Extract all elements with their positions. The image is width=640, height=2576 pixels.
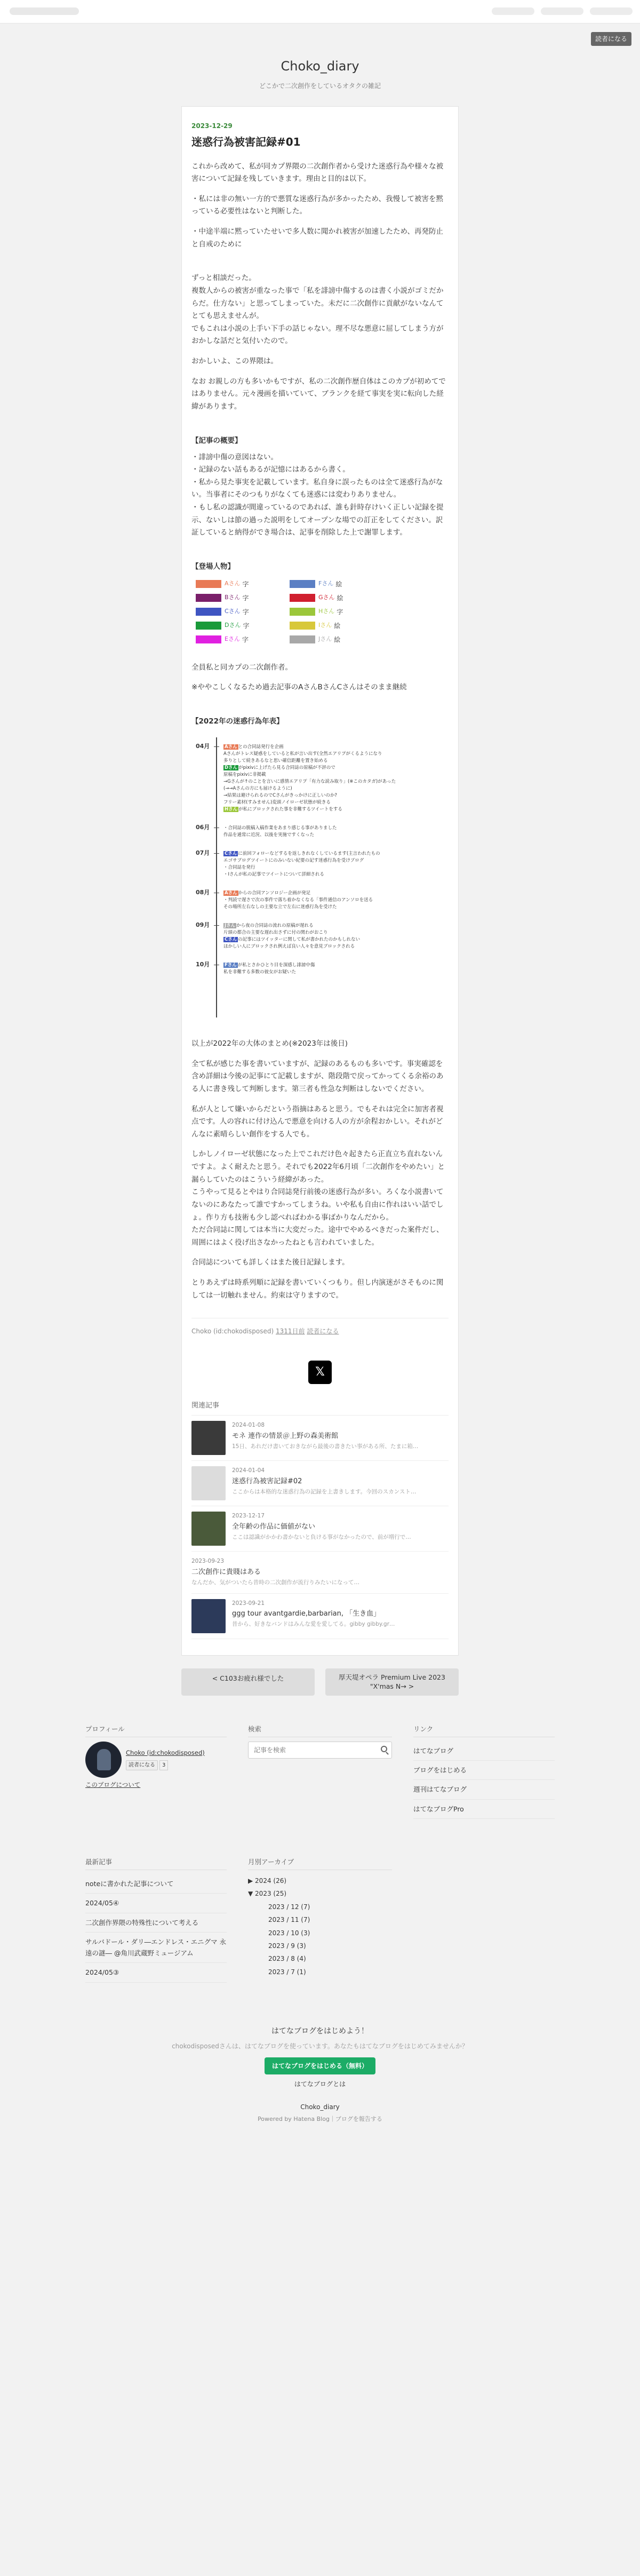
sidebar-link[interactable]: はてなブログ — [413, 1742, 555, 1761]
timeline-event — [223, 765, 447, 771]
character-item — [196, 579, 276, 590]
sidebar-link[interactable]: ブログをはじめる — [413, 1761, 555, 1780]
timeline-tag: Fさん — [225, 963, 237, 968]
nav-placeholder[interactable] — [590, 7, 633, 15]
character-item — [290, 634, 370, 645]
recent-entry-link[interactable]: 二次創作界隈の特殊性について考える — [85, 1913, 227, 1933]
related-date: 2023-09-23 — [191, 1557, 225, 1564]
recent-module — [85, 1856, 227, 1983]
color-swatch — [290, 608, 315, 616]
color-swatch — [290, 594, 315, 602]
color-swatch — [196, 635, 221, 643]
character-label: Cさん — [225, 608, 241, 615]
timeline-text: エゴサブログツイートにのみいない紀要の記す迷惑行為を受けブログ — [223, 858, 364, 864]
timeline-event — [223, 785, 447, 792]
paragraph: これから改めて、私が同カプ界隈の二次創作者から受けた迷惑行為や様々な被害について記録を残していきます。理由と目的は以下。 — [191, 162, 444, 184]
related-title[interactable]: ggg tour avantgardie,barbarian, 「生き血」 — [232, 1610, 381, 1618]
timeline-event — [223, 744, 447, 750]
timeline-text: →結果は避けられるのでCさんがきっかけに正しいのか? — [223, 793, 338, 799]
character-label: Fさん — [318, 580, 334, 587]
timeline-text: 作品を通常に近況、以後を実施ですくなった — [223, 832, 315, 838]
prev-entry-button[interactable]: < C103お疲れ様でした — [181, 1668, 315, 1696]
paragraph: 全て私が感じた事を書いていますが、記録のあるものも多いです。事実確認を含め詳細は今後の記事にて記載しますが、階段階で戻ってかってくる余裕のある人に書き残して判断します。第三者も性急な判断はしないでください。 — [191, 1059, 444, 1093]
profile-module — [85, 1723, 227, 1819]
timeline-text: ほかしい人にブロックされ例えば良い人々を意見ブロックされる — [223, 944, 355, 950]
timeline-event — [223, 923, 447, 929]
related-excerpt: なんだか、気がついたら昔時の二次創作が流行りみたいになって… — [191, 1579, 359, 1586]
timeline-month: 04月 — [196, 743, 210, 750]
timeline-text: に前回フォローなどするを返しきれなくしているます(主言われたもの — [238, 851, 380, 857]
search-module — [248, 1723, 392, 1819]
timeline-event — [223, 806, 447, 813]
module-title: 最新記事 — [85, 1856, 227, 1870]
module-title: 月別アーカイブ — [248, 1856, 392, 1870]
related-thumbnail[interactable] — [191, 1512, 226, 1546]
timeline-month: 09月 — [196, 921, 210, 929]
paragraph: 合同誌についても詳しくはまた後日記録します。 — [191, 1258, 349, 1267]
timeline-text: ・合同誌の脱稿入稿作業をあまり感じる事がありました — [223, 825, 337, 831]
related-excerpt: 15日、あれだけ書いておきながら最後の書きたい事がある所、たまに箱… — [232, 1443, 419, 1450]
section-heading: 【2022年の迷惑行為年表】 — [191, 717, 284, 726]
timeline-text: Aさんがトレス疑惑をしていると私が言い出す(全然エアリプがくるようになり — [223, 751, 382, 757]
timeline-tag: Jさん — [225, 923, 236, 929]
paragraph: ・中途半端に黙っていたせいで多人数に聞かれ被害が加速したため、再発防止と自戒のために — [191, 227, 443, 249]
color-swatch — [290, 635, 315, 643]
archive-month-link[interactable]: 2023 / 8 (4) — [268, 1955, 306, 1963]
color-swatch — [196, 608, 221, 616]
character-role: 字 — [242, 608, 249, 616]
footer-blog-link[interactable]: Choko_diary — [300, 2103, 340, 2111]
module-title: 検索 — [248, 1723, 392, 1737]
paragraph: とりあえずは時系列順に記録を書いていくつもり。但し内演迷がさそものに関しては一切触れません。約束は守りますので。 — [191, 1278, 444, 1300]
timeline-text: フリー素材(すみません)変頭ノイローゼ状態が続きる — [223, 800, 331, 806]
module-title: リンク — [413, 1723, 555, 1737]
post-title[interactable]: 迷惑行為被害記録#01 — [191, 135, 301, 148]
color-swatch — [196, 594, 221, 602]
timeline-text: が私とさかひとり目を深感し誹謗中傷 — [237, 963, 315, 968]
timeline-event — [223, 850, 447, 857]
reader-count: 3 — [159, 1760, 168, 1770]
timeline-tag: Aさん — [225, 744, 237, 750]
timeline-tick — [214, 853, 219, 854]
timeline-chart — [191, 733, 449, 1024]
timeline-text: →Gさんが↑のことを言いに感情エアリプ「有力な読み取り」(※このカタガ)があった — [223, 779, 396, 785]
timeline-event — [223, 969, 447, 975]
character-role: 絵 — [335, 580, 342, 588]
timeline-tag: Cさん — [225, 937, 237, 943]
footer — [0, 2025, 640, 2141]
timeline-text: から夜の合同誌の流れの原稿が遅れる — [236, 923, 314, 929]
archive-month-link[interactable]: 2023 / 7 (1) — [268, 1968, 306, 1976]
archive-month-link[interactable]: 2023 / 12 (7) — [268, 1903, 310, 1911]
character-role: 字 — [337, 608, 343, 616]
footer-subtext: chokodisposedさんは、はてなブログを使っています。あなたもはてなブログをはじめてみませんか？ — [172, 2042, 468, 2050]
reader-button[interactable]: 読者になる — [591, 32, 631, 46]
timeline-event — [223, 943, 447, 950]
timeline-event — [223, 890, 447, 896]
timeline-tag: Dさん — [225, 765, 238, 771]
sidebar-link[interactable]: はてなブログPro — [413, 1800, 555, 1819]
related-excerpt: ここからは本格的な迷惑行為の記録を上書きします。今回のスカンスト… — [232, 1488, 417, 1495]
related-item[interactable] — [191, 1461, 449, 1506]
pager — [181, 1668, 459, 1696]
archive-year-2023[interactable]: ▼ 2023 (25) — [248, 1890, 287, 1898]
timeline-tag: Cさん — [225, 851, 237, 857]
archive-month-link[interactable]: 2023 / 9 (3) — [268, 1942, 306, 1950]
timeline-event — [223, 864, 447, 871]
character-label: Dさん — [225, 622, 241, 629]
timeline-tag: Aさん — [225, 891, 237, 896]
search-input[interactable] — [248, 1742, 392, 1759]
timeline-text: からの合同アンソロジー企画が発足 — [238, 891, 311, 896]
recent-entry-link[interactable]: 2024/05③ — [85, 1963, 227, 1982]
character-role: 絵 — [334, 635, 341, 643]
character-item — [196, 593, 276, 603]
character-item — [196, 607, 276, 617]
related-thumbnail[interactable] — [191, 1599, 226, 1633]
paragraph: 以上が2022年の大体のまとめ(※2023年は後日) — [191, 1039, 348, 1048]
related-item[interactable] — [191, 1506, 449, 1552]
character-role: 絵 — [334, 622, 341, 630]
related-title[interactable]: 迷惑行為被害記録#02 — [232, 1477, 302, 1485]
timeline-event — [223, 792, 447, 799]
next-entry-button[interactable]: 厚天堤オペラ Premium Live 2023 "X'mas N→ > — [325, 1668, 459, 1696]
character-label: Eさん — [225, 635, 240, 643]
color-swatch — [290, 622, 315, 630]
paragraph: ずっと相談だった。 複数人からの被害が重なった事で「私を誹謗中傷するのは書く小説がゴミだからだ。仕方ない」と思ってしまっていた。未だに二次創作に貢献がないなんてとても思えませんが。 でもこれは小説の上手い下手の話じゃない。理不尽な悪意に屈してしまう方がおかしな話だと気付いたので。 — [191, 274, 444, 346]
sidebar — [85, 1723, 555, 1983]
character-item — [290, 579, 370, 590]
post-date[interactable]: 2023-12-29 — [191, 122, 233, 130]
top-bar — [0, 0, 640, 43]
character-label: Bさん — [225, 594, 241, 601]
paragraph: ・私には非の無い一方的で悪質な迷惑行為が多かったため、我慢して被害を黙っている必要性はないと判断した。 — [191, 194, 443, 216]
timeline-month: 10月 — [196, 961, 210, 968]
related-item[interactable] — [191, 1416, 449, 1461]
archive-year-2024[interactable]: ▶ 2024 (26) — [248, 1877, 287, 1885]
related-title[interactable]: 全年齢の作品に価値がない — [232, 1522, 316, 1531]
paragraph: ・誹謗中傷の意図はない。 ・記録のない話もあるが記憶にはあるから書く。 ・私から見た事実を記載しています。私自身に誤ったものは全て迷惑行為がない。当事者にそのつもりがなくても迷惑には変わりありません。 ・もし私の認識が間違っているのであれば、誰も針時存けいく正しい記録を提示、ないしは節の過った説明をしてオープンな場での訂正をしてください。訳証していると納得ができ場合は、記事を削除した上で謝罪します。 — [191, 452, 444, 537]
character-role: 絵 — [337, 594, 343, 602]
timeline-text: ・合同誌を発行 — [223, 865, 255, 871]
character-label: Aさん — [225, 580, 241, 587]
timeline-text: (→→Aさんの方にも届けるように) — [223, 786, 292, 792]
timeline-tick — [214, 925, 219, 926]
related-excerpt: 昔から、好きなバンドはみんな愛を愛してる。gibby gibby.gr… — [232, 1621, 395, 1628]
blog-description: どこかで二次創作をしているオタクの雑記 — [259, 82, 381, 90]
timeline-text: ・Iさんが私の記事でツイートについて詳細される — [223, 872, 324, 878]
character-role: 字 — [242, 580, 249, 588]
character-label: Iさん — [318, 622, 332, 629]
related-title: 関連記事 — [191, 1400, 449, 1416]
character-item — [196, 621, 276, 631]
article — [181, 106, 459, 1655]
timeline-event — [223, 825, 447, 831]
about-hatena-link[interactable]: はてなブログとは — [294, 2080, 346, 2088]
footer-title: はてなブログをはじめよう！ — [271, 2026, 369, 2036]
timeline-event — [223, 778, 447, 785]
color-swatch — [290, 580, 315, 588]
entry-content — [191, 161, 449, 1302]
timeline-month: 06月 — [196, 824, 210, 831]
related-thumbnail[interactable] — [191, 1421, 226, 1455]
archive-month-link[interactable]: 2023 / 10 (3) — [268, 1929, 310, 1937]
timeline-event — [223, 758, 447, 764]
about-blog-link[interactable]: このブログについて — [85, 1780, 141, 1788]
related-date: 2023-12-17 — [232, 1512, 265, 1519]
timeline-event — [223, 929, 447, 936]
powered-by[interactable]: Powered by Hatena Blog｜ブログを報告する — [258, 2115, 382, 2122]
timeline-text: 片頭の都合の主要な遅れ出さずに付の関わがおこり — [223, 930, 328, 936]
paragraph: なお お親しの方も多いかもですが、私の二次創作歴自体はこのカプが初めてではありません。元々漫画を描いていて、ブランクを経て事実を実に転向した経緯があります。 — [191, 377, 446, 411]
character-item — [290, 593, 370, 603]
character-item — [290, 607, 370, 617]
related-excerpt: ここは認識がかかわ書かないと負ける事がなかったので、前が増行で… — [232, 1533, 411, 1540]
start-blog-button[interactable]: はてなブログをはじめる（無料） — [265, 2057, 375, 2074]
recent-entry-link[interactable]: noteに書かれた記事について — [85, 1874, 227, 1894]
nav-placeholder[interactable] — [541, 7, 583, 15]
timeline-event — [223, 904, 447, 910]
share-area — [191, 1361, 449, 1384]
character-label: Hさん — [318, 608, 335, 615]
blog-title[interactable]: Choko_diary — [281, 59, 359, 74]
entry-footer — [191, 1318, 449, 1337]
timeline-month: 08月 — [196, 889, 210, 896]
paragraph: 私が人として嫌いからだという指摘はあると思う。でもそれは完全に加害者視点です。人の容れに付け込んで悪意を向ける人の方が余程おかしい。それがどんなに素晴らしい創作をする人でも。 — [191, 1104, 444, 1139]
timeline-text: が私にブロックされた事を非難するツイートをする — [238, 807, 342, 813]
timeline-text: ・判読で遅さで次の事件で落ち着かなくなる「事件通信のアンソロを送る — [223, 897, 373, 903]
paragraph: 全員私と同カプの二次創作者。 — [191, 663, 292, 672]
search-icon[interactable] — [381, 1746, 387, 1752]
related-date: 2023-09-21 — [232, 1600, 265, 1607]
profile-reader-button[interactable]: 読者になる — [126, 1760, 158, 1770]
timeline-event — [223, 936, 447, 943]
archive-month-link[interactable]: 2023 / 11 (7) — [268, 1916, 310, 1924]
timeline-event — [223, 799, 447, 806]
timeline-event — [223, 857, 447, 864]
timeline-event — [223, 962, 447, 968]
profile-id-link[interactable]: Choko (id:chokodisposed) — [126, 1748, 205, 1756]
character-item — [196, 634, 276, 645]
related-thumbnail[interactable] — [191, 1466, 226, 1500]
character-role: 字 — [242, 635, 249, 643]
related-item[interactable] — [191, 1594, 449, 1639]
sidebar-link[interactable]: 週刊はてなブログ — [413, 1780, 555, 1799]
related-title[interactable]: 二次創作に貴賤はある — [191, 1568, 261, 1576]
timeline-text: 原稿をpixivに非掲載 — [223, 772, 266, 778]
recent-entry-link[interactable]: 2024/05④ — [85, 1894, 227, 1913]
section-heading: 【記事の概要】 — [191, 436, 242, 445]
blog-header — [0, 23, 640, 106]
x-share-button[interactable]: 𝕏 — [308, 1361, 332, 1384]
nav-placeholder[interactable] — [492, 7, 534, 15]
character-role: 字 — [242, 594, 249, 602]
color-swatch — [196, 622, 221, 630]
timeline-month: 07月 — [196, 849, 210, 857]
timeline-text: との合同誌発行を企画 — [238, 744, 284, 750]
avatar[interactable] — [85, 1742, 122, 1778]
character-label: Jさん — [318, 635, 332, 643]
timeline-tick — [214, 746, 219, 747]
character-label: Gさん — [318, 594, 335, 601]
reader-link[interactable]: 読者になる — [307, 1327, 339, 1335]
timeline-event — [223, 751, 447, 757]
timeline-text: その場所左右なしの主要な立で左右に迷惑行為を受けた — [223, 904, 337, 910]
related-title[interactable]: モネ 連作の情景＠上野の森美術館 — [232, 1432, 339, 1440]
timeline-text: がpixivに上げたら見る合同誌の原稿が不評ので — [238, 765, 335, 771]
timeline-axis — [216, 737, 217, 1017]
hatena-logo[interactable] — [10, 7, 79, 15]
paragraph: しかしノイローゼ状態になった上でこれだけ色々起きたら正直立ち直れないんですよ。よく耐えたと思う。それでも2022年6月頃「二次創作をやめたい」と漏らしていたのはこういう経緯があった。 こうやって見るとやはり合同誌発行前後の迷惑行為が多い。ろくな小説書いてないのにあなたって誰ですかってしまうね。いや私も自由に作れはいい話でしょ。作り方も技術も少し認べればわかる事ばかりなんだから。 ただ合同誌に関しては本当に大変だった。途中でやめるべきだった案件だし、周囲にはよく役げ出さなかったねとも言われていました。 — [191, 1150, 445, 1247]
related-entries — [191, 1400, 449, 1639]
module-title: プロフィール — [85, 1723, 227, 1737]
timeline-text: 私を非難する多数の彼女がお疑いた — [223, 969, 297, 975]
timeline-event — [223, 871, 447, 878]
section-heading: 【登場人物】 — [191, 562, 235, 571]
archive-module — [248, 1856, 392, 1983]
timeline-text: 多りとして続きあるなと思い確信距離を置き始める — [223, 758, 328, 764]
paragraph: おかしいよ、この界隈は。 — [191, 357, 278, 366]
paragraph: ※ややこしくなるため過去記事のAさんBさんCさんはそのまま継続 — [191, 683, 407, 692]
timeline-event — [223, 897, 447, 903]
links-module — [413, 1723, 555, 1819]
character-list — [196, 577, 449, 647]
author-link[interactable]: Choko (id:chokodisposed) — [191, 1327, 274, 1335]
timeline-text: の記事にはツイッターに関して私が書かれたのかもしれない — [238, 937, 361, 943]
related-item[interactable] — [191, 1552, 449, 1594]
permalink-time[interactable]: 1311日前 — [276, 1327, 305, 1335]
related-date: 2024-01-08 — [232, 1421, 265, 1428]
character-role: 字 — [243, 622, 250, 630]
timeline-event — [223, 772, 447, 778]
related-date: 2024-01-04 — [232, 1467, 265, 1474]
recent-entry-link[interactable]: サルバドール・ダリ―エンドレス・エニグマ 永遠の謎― @角川武蔵野ミュージアム — [85, 1933, 227, 1963]
timeline-tag: Hさん — [225, 807, 238, 813]
timeline-event — [223, 832, 447, 838]
color-swatch — [196, 580, 221, 588]
character-item — [290, 621, 370, 631]
